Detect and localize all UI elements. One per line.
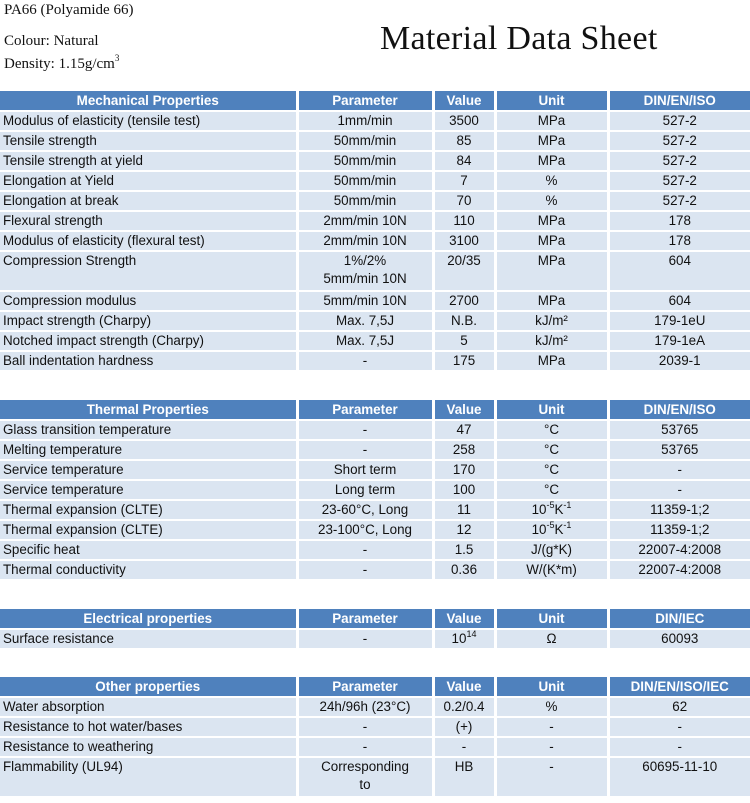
property-cell: Modulus of elasticity (flexural test) — [0, 231, 297, 251]
unit-part: K — [554, 522, 564, 537]
parameter-cell: - — [297, 440, 433, 460]
header-unit: Unit — [495, 91, 608, 111]
header-standard: DIN/EN/ISO — [608, 400, 750, 420]
parameter-cell: Max. 7,5J — [297, 331, 433, 351]
value-cell: 20/35 — [433, 251, 495, 291]
electrical-properties-table — [0, 609, 750, 650]
table-row — [0, 211, 750, 231]
parameter-cell: - — [297, 717, 433, 737]
value-cell: (+) — [433, 717, 495, 737]
table-row — [0, 420, 750, 440]
parameter-cell: 50mm/min — [297, 191, 433, 211]
value-cell: 84 — [433, 151, 495, 171]
property-cell: Water absorption — [0, 697, 297, 717]
header-standard: DIN/EN/ISO — [608, 91, 750, 111]
header-property: Thermal Properties — [0, 400, 297, 420]
standard-cell: - — [608, 480, 750, 500]
header-property: Mechanical Properties — [0, 91, 297, 111]
header-value: Value — [433, 609, 495, 629]
standard-cell: 604 — [608, 251, 750, 291]
table-row — [0, 560, 750, 580]
unit-cell: MPa — [495, 111, 608, 131]
value-cell: N.B. — [433, 311, 495, 331]
unit-cell: - — [495, 757, 608, 797]
standard-cell: 178 — [608, 231, 750, 251]
value-cell: 70 — [433, 191, 495, 211]
property-cell: Resistance to weathering — [0, 737, 297, 757]
standard-cell: 527-2 — [608, 171, 750, 191]
header-value: Value — [433, 677, 495, 697]
header-unit: Unit — [495, 677, 608, 697]
value-exponent: 14 — [466, 628, 477, 639]
table-row — [0, 251, 750, 291]
value-cell: 85 — [433, 131, 495, 151]
value-cell: 5 — [433, 331, 495, 351]
header-unit: Unit — [495, 609, 608, 629]
parameter-cell: Short term — [297, 460, 433, 480]
other-body — [0, 697, 750, 797]
value-cell: 47 — [433, 420, 495, 440]
value-cell: 258 — [433, 440, 495, 460]
property-cell: Specific heat — [0, 540, 297, 560]
standard-cell: 527-2 — [608, 131, 750, 151]
property-cell: Melting temperature — [0, 440, 297, 460]
parameter-cell: 23-60°C, Long — [297, 500, 433, 520]
unit-cell: MPa — [495, 351, 608, 371]
unit-cell: °C — [495, 480, 608, 500]
table-row — [0, 291, 750, 311]
unit-cell: MPa — [495, 131, 608, 151]
electrical-body — [0, 629, 750, 649]
parameter-cell: 24h/96h (23°C) — [297, 697, 433, 717]
property-cell: Service temperature — [0, 480, 297, 500]
standard-cell: 11359-1;2 — [608, 520, 750, 540]
parameter-cell: - — [297, 351, 433, 371]
standard-cell: 22007-4:2008 — [608, 540, 750, 560]
standard-cell: 179-1eU — [608, 311, 750, 331]
parameter-cell: 50mm/min — [297, 151, 433, 171]
standard-cell: 2039-1 — [608, 351, 750, 371]
colour-label: Colour: Natural — [4, 33, 99, 49]
unit-exponent: -5 — [546, 519, 555, 530]
table-row — [0, 131, 750, 151]
parameter-cell: 2mm/min 10N — [297, 211, 433, 231]
parameter-cell — [297, 757, 433, 797]
value-cell: 3100 — [433, 231, 495, 251]
mechanical-properties-table — [0, 91, 750, 372]
table-row — [0, 629, 750, 649]
table-row — [0, 757, 750, 797]
standard-cell: 527-2 — [608, 191, 750, 211]
table-row — [0, 351, 750, 371]
parameter-line: 5mm/min 10N — [323, 271, 407, 286]
parameter-cell: 50mm/min — [297, 171, 433, 191]
unit-cell: °C — [495, 460, 608, 480]
property-cell: Compression modulus — [0, 291, 297, 311]
header-value: Value — [433, 400, 495, 420]
property-cell: Elongation at Yield — [0, 171, 297, 191]
parameter-cell: - — [297, 737, 433, 757]
table-row — [0, 231, 750, 251]
standard-cell: 60093 — [608, 629, 750, 649]
standard-cell: 60695-11-10 — [608, 757, 750, 797]
parameter-line: 1%/2% — [343, 253, 387, 268]
header-value: Value — [433, 91, 495, 111]
standard-cell: - — [608, 737, 750, 757]
unit-cell: - — [495, 737, 608, 757]
header-standard: DIN/EN/ISO/IEC — [608, 677, 750, 697]
table-row — [0, 331, 750, 351]
standard-cell: 62 — [608, 697, 750, 717]
value-cell: HB — [433, 757, 495, 797]
density-text: Density: 1.15g/cm — [4, 56, 115, 72]
unit-cell: % — [495, 171, 608, 191]
standard-cell: 604 — [608, 291, 750, 311]
parameter-cell: Long term — [297, 480, 433, 500]
thermal-body — [0, 420, 750, 580]
parameter-cell: 5mm/min 10N — [297, 291, 433, 311]
unit-exponent: -1 — [563, 519, 572, 530]
table-row — [0, 520, 750, 540]
value-cell: 2700 — [433, 291, 495, 311]
table-row — [0, 480, 750, 500]
header-property: Other properties — [0, 677, 297, 697]
standard-cell: 53765 — [608, 440, 750, 460]
parameter-cell: - — [297, 540, 433, 560]
header-standard: DIN/IEC — [608, 609, 750, 629]
unit-cell: - — [495, 717, 608, 737]
table-row — [0, 191, 750, 211]
table-row — [0, 151, 750, 171]
header-parameter: Parameter — [297, 91, 433, 111]
property-cell: Ball indentation hardness — [0, 351, 297, 371]
property-cell: Resistance to hot water/bases — [0, 717, 297, 737]
table-row — [0, 460, 750, 480]
property-cell: Flammability (UL94) — [0, 757, 297, 797]
table-header-row — [0, 400, 750, 420]
standard-cell: 179-1eA — [608, 331, 750, 351]
header-unit: Unit — [495, 400, 608, 420]
property-cell: Glass transition temperature — [0, 420, 297, 440]
table-row — [0, 540, 750, 560]
density-label — [4, 53, 120, 73]
unit-part: 10 — [531, 502, 547, 517]
table-header-row — [0, 91, 750, 111]
parameter-cell: 23-100°C, Long — [297, 520, 433, 540]
table-row — [0, 111, 750, 131]
unit-part: K — [554, 502, 564, 517]
unit-cell: % — [495, 697, 608, 717]
property-cell: Thermal expansion (CLTE) — [0, 520, 297, 540]
unit-cell: % — [495, 191, 608, 211]
property-cell: Impact strength (Charpy) — [0, 311, 297, 331]
standard-cell: 527-2 — [608, 111, 750, 131]
property-cell: Thermal conductivity — [0, 560, 297, 580]
header-parameter: Parameter — [297, 609, 433, 629]
table-row — [0, 440, 750, 460]
parameter-cell: 50mm/min — [297, 131, 433, 151]
value-cell: 175 — [433, 351, 495, 371]
value-cell: 3500 — [433, 111, 495, 131]
unit-cell: °C — [495, 420, 608, 440]
mechanical-body — [0, 111, 750, 371]
unit-exponent: -1 — [563, 499, 572, 510]
density-exponent: 3 — [114, 53, 120, 63]
value-cell: 12 — [433, 520, 495, 540]
value-cell: - — [433, 737, 495, 757]
table-header-row — [0, 677, 750, 697]
unit-cell: MPa — [495, 251, 608, 291]
unit-cell: MPa — [495, 291, 608, 311]
header-property: Electrical properties — [0, 609, 297, 629]
property-cell: Notched impact strength (Charpy) — [0, 331, 297, 351]
parameter-cell: - — [297, 420, 433, 440]
standard-cell: 527-2 — [608, 151, 750, 171]
standard-cell: 11359-1;2 — [608, 500, 750, 520]
property-cell: Modulus of elasticity (tensile test) — [0, 111, 297, 131]
property-cell: Compression Strength — [0, 251, 297, 291]
parameter-cell: 1mm/min — [297, 111, 433, 131]
unit-cell: W/(K*m) — [495, 560, 608, 580]
table-row — [0, 717, 750, 737]
value-cell: 100 — [433, 480, 495, 500]
value-cell: 0.2/0.4 — [433, 697, 495, 717]
unit-exponent: -5 — [546, 499, 555, 510]
value-cell — [433, 629, 495, 649]
table-row — [0, 737, 750, 757]
material-name: PA66 (Polyamide 66) — [4, 2, 134, 18]
standard-cell: 178 — [608, 211, 750, 231]
property-cell: Elongation at break — [0, 191, 297, 211]
unit-cell: MPa — [495, 151, 608, 171]
table-row — [0, 311, 750, 331]
property-cell: Flexural strength — [0, 211, 297, 231]
property-cell: Tensile strength — [0, 131, 297, 151]
table-header-row — [0, 609, 750, 629]
parameter-cell — [297, 251, 433, 291]
unit-cell — [495, 500, 608, 520]
parameter-line: Corresponding — [321, 759, 409, 774]
parameter-cell: Max. 7,5J — [297, 311, 433, 331]
value-base: 10 — [451, 631, 467, 646]
document-title: Material Data Sheet — [380, 20, 658, 57]
property-cell: Surface resistance — [0, 629, 297, 649]
parameter-line: to — [359, 777, 371, 792]
other-properties-table — [0, 677, 750, 798]
table-row — [0, 171, 750, 191]
standard-cell: 53765 — [608, 420, 750, 440]
unit-cell: J/(g*K) — [495, 540, 608, 560]
header-parameter: Parameter — [297, 677, 433, 697]
parameter-cell: - — [297, 629, 433, 649]
parameter-cell: 2mm/min 10N — [297, 231, 433, 251]
property-cell: Service temperature — [0, 460, 297, 480]
parameter-cell: - — [297, 560, 433, 580]
value-cell: 7 — [433, 171, 495, 191]
unit-cell: °C — [495, 440, 608, 460]
table-row — [0, 697, 750, 717]
property-cell: Tensile strength at yield — [0, 151, 297, 171]
value-cell: 110 — [433, 211, 495, 231]
unit-cell: Ω — [495, 629, 608, 649]
unit-cell: kJ/m² — [495, 331, 608, 351]
header-parameter: Parameter — [297, 400, 433, 420]
thermal-properties-table — [0, 400, 750, 581]
unit-part: 10 — [531, 522, 547, 537]
unit-cell: kJ/m² — [495, 311, 608, 331]
standard-cell: - — [608, 717, 750, 737]
value-cell: 0.36 — [433, 560, 495, 580]
standard-cell: - — [608, 460, 750, 480]
table-row — [0, 500, 750, 520]
value-cell: 1.5 — [433, 540, 495, 560]
property-cell: Thermal expansion (CLTE) — [0, 500, 297, 520]
value-cell: 11 — [433, 500, 495, 520]
unit-cell — [495, 520, 608, 540]
value-cell: 170 — [433, 460, 495, 480]
standard-cell: 22007-4:2008 — [608, 560, 750, 580]
unit-cell: MPa — [495, 231, 608, 251]
unit-cell: MPa — [495, 211, 608, 231]
